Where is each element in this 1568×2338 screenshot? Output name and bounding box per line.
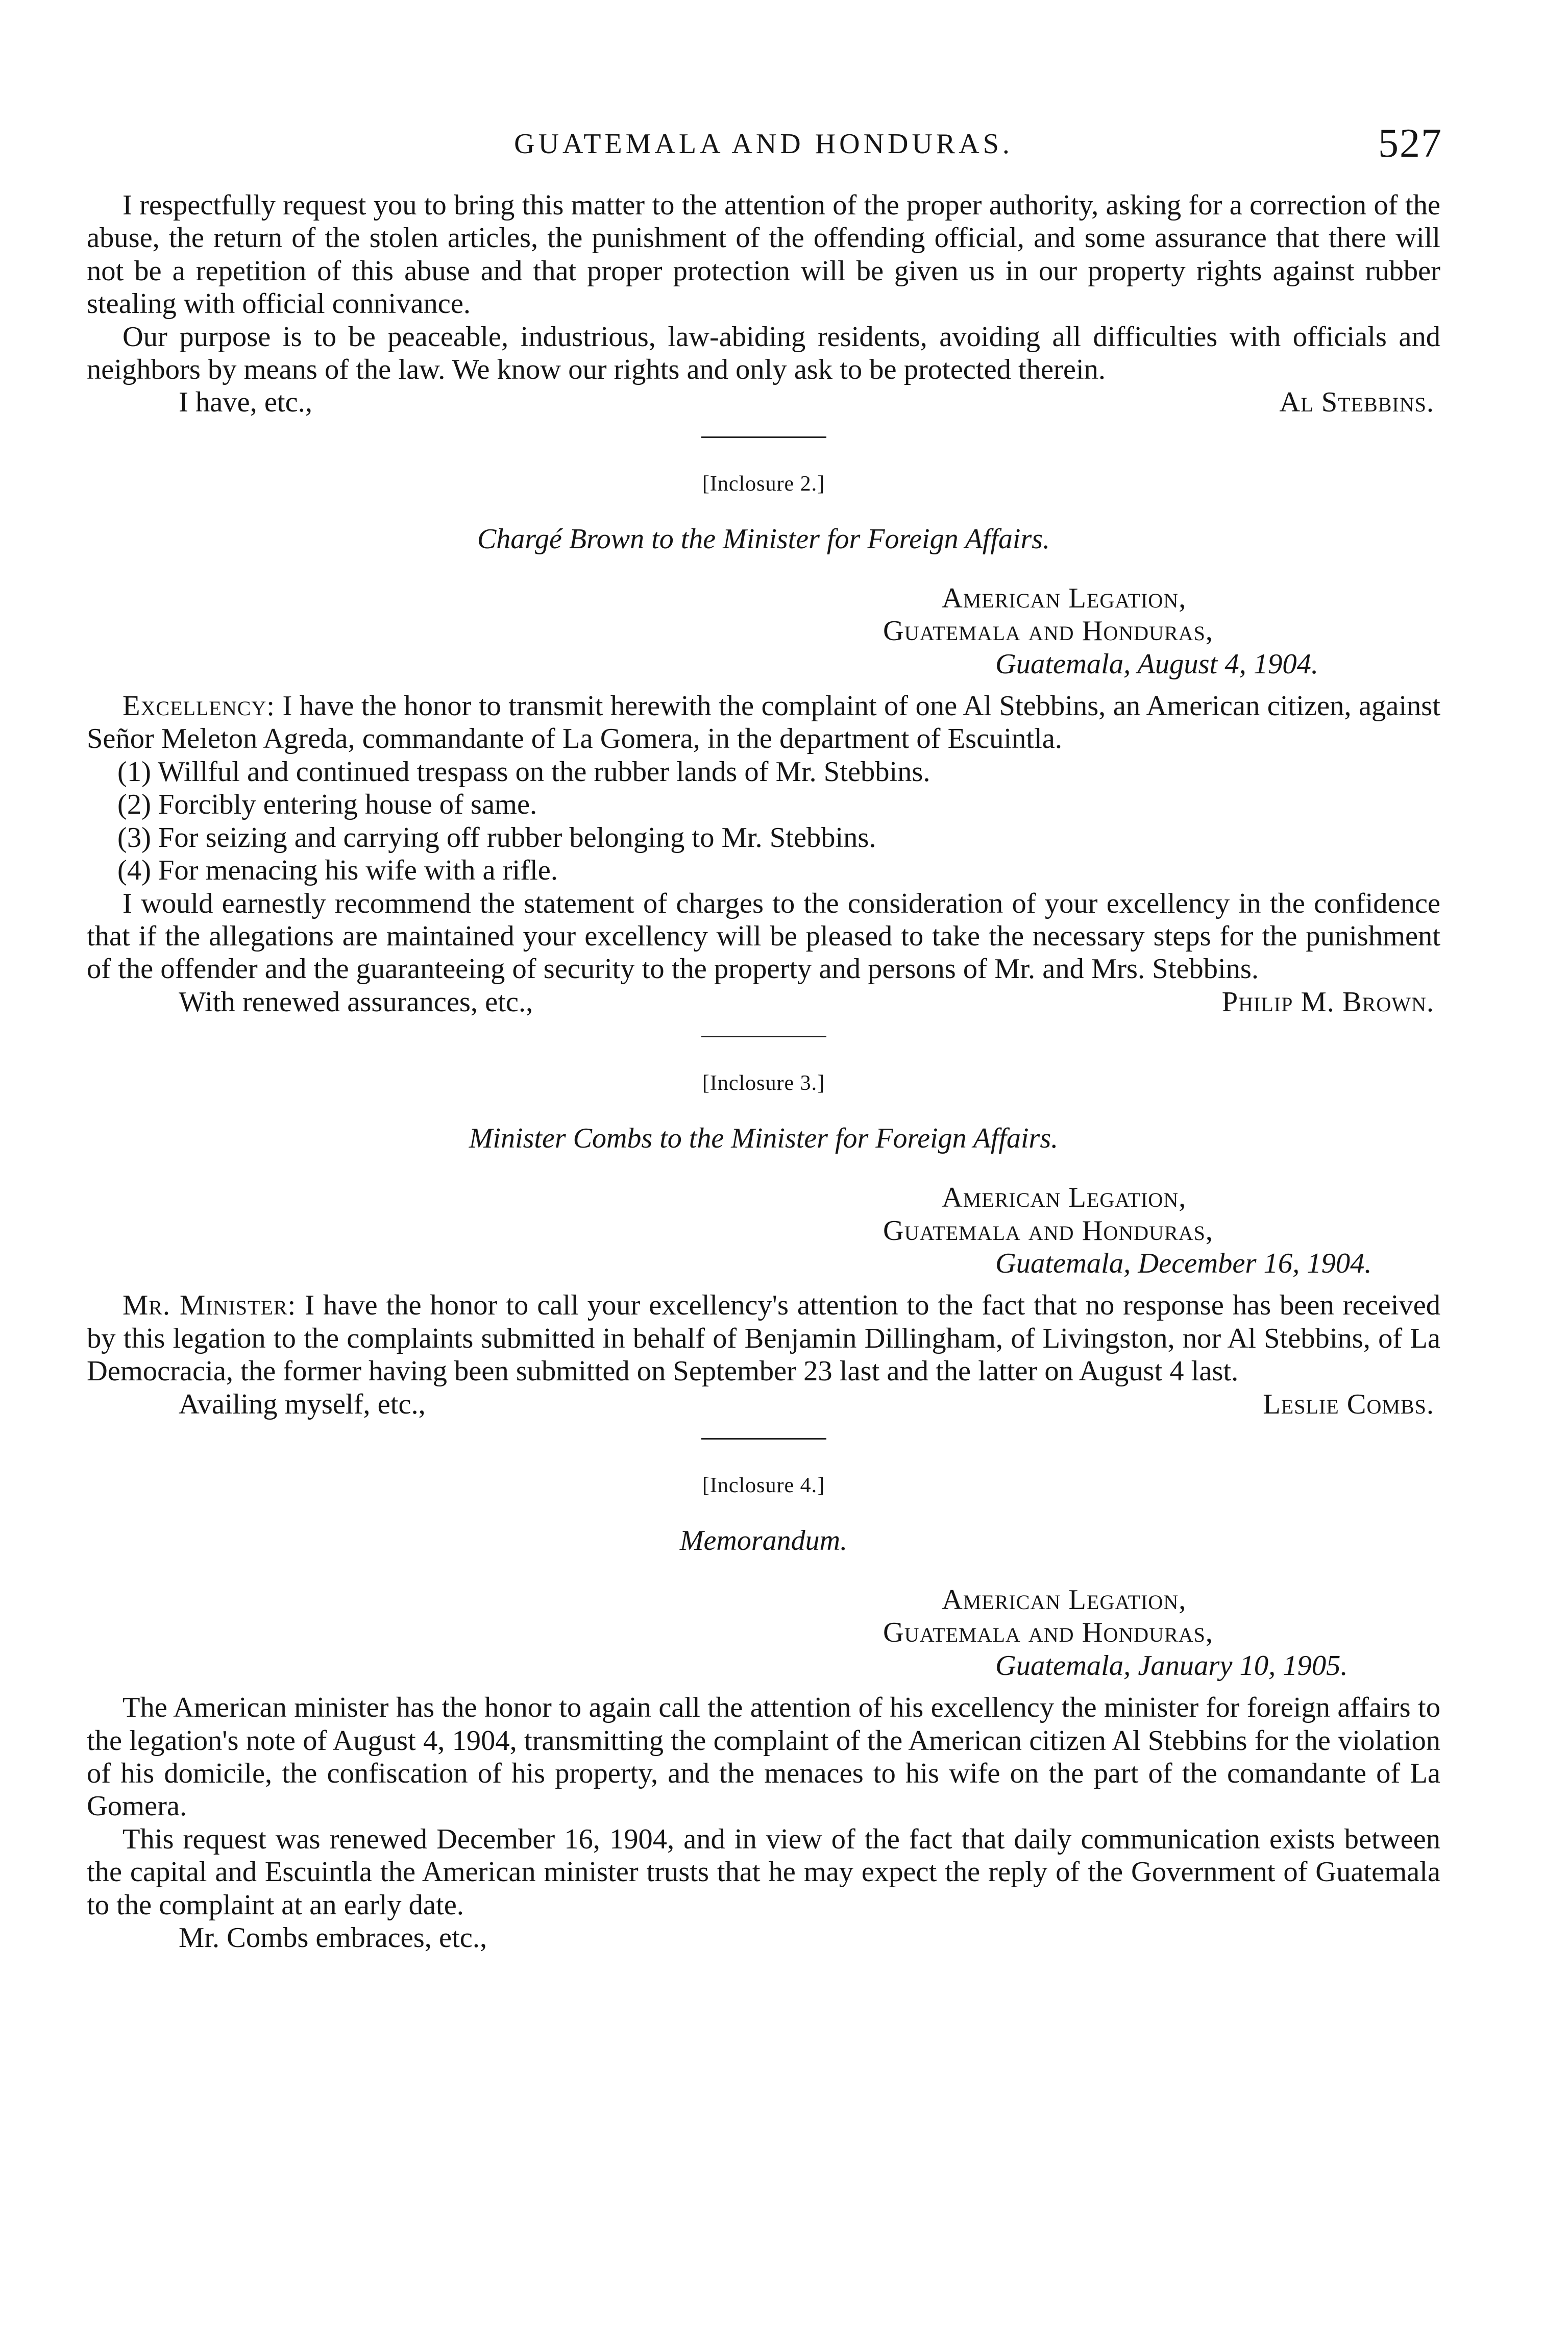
charges-list bbox=[117, 756, 1440, 887]
address-line: American Legation, bbox=[942, 582, 1187, 614]
address-block bbox=[87, 1584, 1440, 1682]
signature: Al Stebbins. bbox=[1279, 386, 1434, 419]
list-item: (4) For menacing his wife with a rifle. bbox=[117, 855, 558, 887]
closing-line bbox=[87, 386, 1440, 419]
address-date: Guatemala, August 4, 1904. bbox=[995, 648, 1319, 680]
closing-text: Mr. Combs embraces, etc., bbox=[179, 1922, 487, 1954]
page-number: 527 bbox=[1378, 121, 1442, 166]
inclosure-label: [Inclosure 4.] bbox=[702, 1473, 825, 1497]
list-item: (1) Willful and continued trespass on the rubber lands of Mr. Stebbins. bbox=[117, 756, 930, 788]
closing-text: I have, etc., bbox=[179, 386, 312, 419]
paragraph: The American minister has the honor to again call the attention of his excellency the minister for foreign affairs to the legation's note of August 4, 1904, transmitting the complaint of the American citizen Al Stebbins for the violation of his domicile, the confiscation of his property, and the menaces to his wife on the part of the comandante of La Gomera. bbox=[87, 1692, 1440, 1822]
address-line: Guatemala and Honduras, bbox=[883, 1214, 1213, 1247]
letter-stebbins bbox=[87, 189, 1440, 419]
paragraph-body: I have the honor to transmit herewith the complaint of one Al Stebbins, an American citizen, against Señor Meleton Agreda, commandante of La Gomera, in the department of Escuintla. bbox=[87, 690, 1440, 755]
address-block bbox=[87, 582, 1440, 680]
section-divider bbox=[701, 1438, 826, 1440]
running-title: GUATEMALA AND HONDURAS. bbox=[514, 128, 1013, 160]
paragraph: This request was renewed December 16, 1904, and in view of the fact that daily communication exists between the capital and Escuintla the American minister trusts that he may expect the reply of the Government of Guatemala to the complaint at an early date. bbox=[87, 1823, 1440, 1921]
address-line: American Legation, bbox=[942, 1584, 1187, 1616]
salutation: Mr. Minister: bbox=[122, 1289, 297, 1322]
paragraph: I would earnestly recommend the statement of charges to the consideration of your excellency in the confidence that if the allegations are maintained your excellency will be pleased to take the necessary steps for the punishment of the offender and the guaranteeing of security to the property and persons of Mr. and Mrs. Stebbins. bbox=[87, 887, 1440, 985]
closing-line bbox=[87, 986, 1440, 1018]
address-date: Guatemala, December 16, 1904. bbox=[995, 1247, 1372, 1279]
paragraph-body: I have the honor to call your excellency's attention to the fact that no response has been received by this legation to the complaints submitted in behalf of Benjamin Dillingham, of Livingston, nor Al Stebbins, of La Democracia, the former having been submitted on September 23 last and the latter on August 4 last. bbox=[87, 1289, 1440, 1387]
list-item: (3) For seizing and carrying off rubber belonging to Mr. Stebbins. bbox=[117, 821, 876, 854]
signature: Philip M. Brown. bbox=[1221, 986, 1434, 1018]
salutation: Excellency: bbox=[122, 690, 275, 722]
inclosure-4 bbox=[87, 1470, 1440, 1954]
section-title: Memorandum. bbox=[679, 1524, 848, 1556]
closing-line bbox=[87, 1388, 1440, 1421]
inclosure-label: [Inclosure 2.] bbox=[702, 472, 825, 496]
inclosure-label: [Inclosure 3.] bbox=[702, 1071, 825, 1095]
closing-text: Availing myself, etc., bbox=[179, 1388, 426, 1420]
address-block bbox=[87, 1181, 1440, 1280]
section-title: Minister Combs to the Minister for Foreign Affairs. bbox=[469, 1123, 1059, 1155]
paragraph bbox=[87, 1289, 1440, 1387]
section-divider bbox=[701, 1036, 826, 1037]
paragraph: I respectfully request you to bring this matter to the attention of the proper authority, asking for a correction of the abuse, the return of the stolen articles, the punishment of the offending official, and some assurance that there will not be a repetition of this abuse and that proper protection will be given us in our property rights against rubber stealing with official connivance. bbox=[87, 189, 1440, 320]
section-divider bbox=[701, 436, 826, 438]
address-line: Guatemala and Honduras, bbox=[883, 615, 1213, 647]
paragraph bbox=[87, 690, 1440, 756]
section-title: Chargé Brown to the Minister for Foreign Affairs. bbox=[477, 523, 1050, 555]
closing-text: With renewed assurances, etc., bbox=[179, 986, 533, 1018]
page-header bbox=[87, 123, 1440, 168]
inclosure-3 bbox=[87, 1068, 1440, 1421]
signature: Leslie Combs. bbox=[1263, 1388, 1434, 1420]
address-line: Guatemala and Honduras, bbox=[883, 1617, 1213, 1649]
paragraph: Our purpose is to be peaceable, industrious, law-abiding residents, avoiding all difficulties with officials and neighbors by means of the law. We know our rights and only ask to be protected therein. bbox=[87, 321, 1440, 386]
address-line: American Legation, bbox=[942, 1182, 1187, 1214]
list-item: (2) Forcibly entering house of same. bbox=[117, 789, 537, 821]
inclosure-2 bbox=[87, 469, 1440, 1018]
address-date: Guatemala, January 10, 1905. bbox=[995, 1649, 1348, 1682]
